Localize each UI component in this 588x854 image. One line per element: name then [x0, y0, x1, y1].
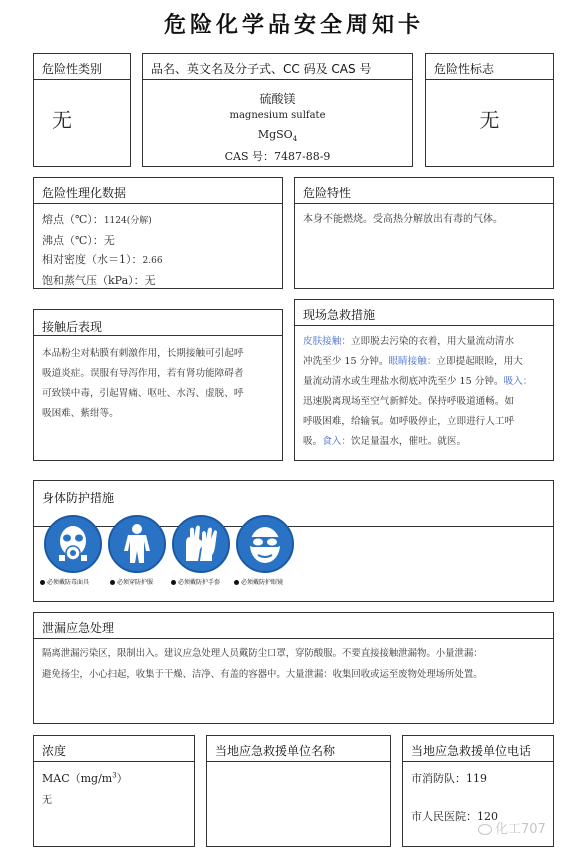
physchem-relative-density [42, 250, 163, 271]
hazard-class-header: 危险性类别 [34, 54, 130, 80]
mac-label-text: MAC（mg/m [42, 772, 113, 785]
local-unit-panel [206, 735, 391, 847]
exposure-line: 吸道炎症。误服有导泻作用，若有肾功能障碍者 [42, 368, 244, 379]
first-aid-header: 现场急救措施 [295, 300, 553, 326]
fire-label: 市消防队： [411, 772, 466, 785]
hazard-props-header: 危险特性 [295, 178, 553, 204]
hazard-props-panel [294, 177, 554, 289]
ppe-caption-gloves [171, 577, 220, 586]
spill-header: 泄漏应急处理 [34, 613, 553, 639]
bullet-icon [234, 580, 239, 585]
mac-label [42, 770, 128, 786]
hazard-sign-panel [425, 53, 554, 167]
watermark-text: 化工707 [495, 822, 546, 837]
first-aid-panel [294, 299, 554, 461]
physchem-list [42, 210, 163, 290]
first-aid-line [303, 372, 549, 392]
first-aid-section-label: 吸入： [503, 376, 533, 387]
chemical-name-cn: 硫酸镁 [259, 92, 296, 106]
ppe-caption-goggles [234, 577, 283, 586]
first-aid-text-segment: 吸。 [303, 436, 323, 447]
fire-department-line [411, 770, 487, 786]
spill-line: 避免扬尘，小心扫起，收集于干燥、洁净、有盖的容器中。大量泄漏：收集回收或运至废物处理场所处置。 [42, 669, 483, 680]
first-aid-text-segment: 呼吸困难，给输氧。如呼吸停止，立即进行人工呼 [303, 416, 515, 427]
first-aid-line [303, 352, 549, 372]
concentration-panel [33, 735, 195, 847]
hospital-value: 120 [477, 810, 498, 823]
bullet-icon [171, 580, 176, 585]
physchem-label: 饱和蒸气压（kPa）： [42, 274, 145, 287]
page-title: 危险化学品安全周知卡 [163, 13, 424, 38]
spill-line: 隔离泄漏污染区，限制出入。建议应急处理人员戴防尘口罩，穿防酸服。不要直接接触泄漏物。小量泄漏： [42, 648, 483, 659]
first-aid-text-segment: 量流动清水或生理盐水彻底冲洗至少 15 分钟。 [303, 376, 504, 387]
chemical-name-en: magnesium sulfate [229, 110, 326, 121]
first-aid-line [303, 412, 549, 432]
physchem-value: 2.66 [142, 256, 163, 266]
hazard-sign-header: 危险性标志 [426, 54, 553, 80]
ppe-caption: 必须穿防护服 [117, 579, 154, 586]
formula-subscript: 4 [292, 135, 298, 144]
mac-superscript: 3 [112, 771, 117, 780]
first-aid-text-segment: 冲洗至少 15 分钟。 [303, 356, 389, 367]
physchem-label: 相对密度（水＝1）： [42, 253, 143, 266]
mac-close: ） [116, 772, 128, 785]
mac-value: 无 [42, 795, 52, 806]
physchem-value: 无 [144, 274, 156, 287]
gloves-icon [172, 515, 230, 573]
physchem-value: 无 [103, 234, 115, 247]
physchem-panel [33, 177, 283, 289]
watermark [478, 818, 546, 837]
first-aid-text-segment: 迅速脱离现场至空气新鲜处。保持呼吸道通畅。如 [303, 396, 515, 407]
ppe-panel [33, 480, 554, 602]
hazard-sign-value: 无 [479, 108, 500, 132]
ppe-caption-gas-mask [40, 577, 89, 586]
physchem-label: 熔点（℃）： [42, 213, 104, 226]
molecular-formula [143, 128, 412, 143]
protective-suit-icon [108, 515, 166, 573]
ppe-caption: 必须戴防毒面具 [47, 579, 90, 586]
first-aid-section-label: 皮肤接触： [303, 336, 351, 347]
physchem-label: 沸点（℃）： [42, 234, 104, 247]
cas-number [143, 148, 412, 164]
first-aid-section-label: 眼睛接触： [388, 356, 437, 367]
bullet-icon [40, 580, 45, 585]
wechat-icon [478, 824, 492, 835]
hazard-class-value: 无 [52, 108, 72, 132]
spill-text [42, 643, 549, 685]
local-unit-header: 当地应急救援单位名称 [207, 736, 390, 762]
hazard-class-panel [33, 53, 131, 167]
first-aid-line [303, 432, 549, 452]
exposure-line: 本品粉尘对粘膜有刺激作用，长期接触可引起呼 [42, 348, 244, 359]
identity-panel [142, 53, 413, 167]
first-aid-text-segment: 立即提起眼睑，用大 [436, 356, 523, 367]
physchem-header: 危险性理化数据 [34, 178, 282, 204]
identity-header: 品名、英文名及分子式、CC 码及 CAS 号 [143, 54, 412, 80]
cas-value: 7487-88-9 [273, 150, 331, 163]
gas-mask-icon [44, 515, 102, 573]
physchem-value: 1124(分解) [103, 216, 152, 226]
hospital-label: 市人民医院： [411, 810, 477, 823]
first-aid-section-label: 食入： [322, 436, 351, 447]
first-aid-line [303, 332, 549, 352]
first-aid-line [303, 392, 549, 412]
bullet-icon [110, 580, 115, 585]
exposure-header: 接触后表现 [34, 310, 282, 336]
exposure-text [42, 344, 278, 424]
physchem-vapor-pressure [42, 271, 163, 290]
goggles-icon [236, 515, 294, 573]
first-aid-text [303, 332, 549, 452]
exposure-panel [33, 309, 283, 461]
ppe-caption: 必须戴防护手套 [178, 579, 221, 586]
exposure-line: 可致镁中毒，引起胃痛、呕吐、水泻、虚脱、呼 [42, 388, 244, 399]
concentration-header: 浓度 [34, 736, 194, 762]
ppe-caption-suit [110, 577, 153, 586]
exposure-line: 吸困难、紫绀等。 [42, 408, 119, 419]
first-aid-text-segment: 饮足量温水，催吐。就医。 [350, 436, 467, 447]
hazard-props-text: 本身不能燃烧。受高热分解放出有毒的气体。 [303, 214, 503, 225]
physchem-melting-point [42, 210, 163, 231]
cas-label: CAS 号： [224, 150, 274, 163]
formula-main: MgSO [257, 128, 293, 141]
ppe-header: 身体防护措施 [34, 481, 553, 527]
local-phone-header: 当地应急救援单位电话 [403, 736, 553, 762]
ppe-caption: 必须戴防护眼镜 [241, 579, 284, 586]
physchem-boiling-point [42, 231, 163, 250]
fire-value: 119 [466, 772, 487, 785]
spill-panel [33, 612, 554, 724]
first-aid-text-segment: 立即脱去污染的衣着，用大量流动清水 [350, 336, 515, 347]
